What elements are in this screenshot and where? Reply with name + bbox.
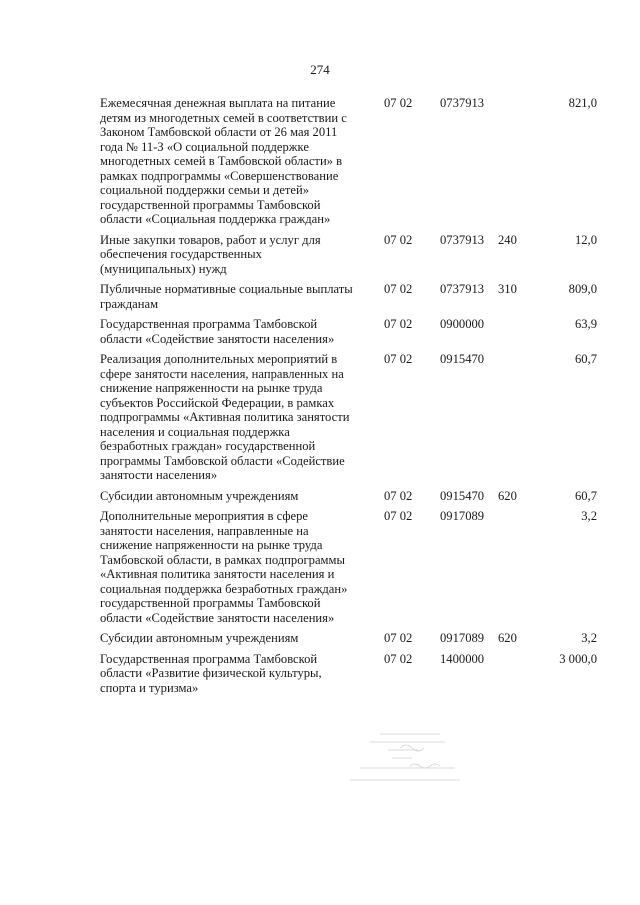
expense-type-code: 620 [498,488,517,503]
row-description: Ежемесячная денежная выплата на питание детям из многодетных семей в соответствии с Законом Тамбовской области от 26 мая 2011 года № 11-З «О социальной поддержке многодетных семей в Тамбовской области» в рамках подпрограммы «Совершенствование социальной поддержки семьи и детей» государственной программы Тамбовской области «Социальная поддержка граждан» [100,96,347,226]
amount: 821,0 [568,96,597,110]
page-number: 274 [310,62,330,77]
amount: 12,0 [574,232,597,247]
row-description: Субсидии автономным учреждениям [100,631,299,645]
target-code: 0737913 [440,96,485,110]
amount: 809,0 [568,282,597,296]
row-description: Публичные нормативные социальные выплаты гражданам [100,282,353,311]
target-code: 0915470 [440,488,485,503]
section-code: 07 02 [384,282,413,296]
section-code: 07 02 [384,651,413,666]
section-code: 07 02 [384,509,413,523]
amount: 60,7 [574,352,597,366]
row-description: Дополнительные мероприятия в сфере занятости населения, направленные на снижение напряженности на рынке труда Тамбовской области, в рамках подпрограммы «Активная политика занятости населения и социальная поддержка безработных граждан» государственной программы Тамбовской области «Содействие занятости населения» [100,509,348,625]
amount: 3,2 [581,631,597,645]
table-row [0,282,640,311]
section-code: 07 02 [384,96,413,110]
row-description: Государственная программа Тамбовской области «Содействие занятости населения» [100,317,335,346]
target-code: 0900000 [440,317,485,331]
target-code: 0917089 [440,631,485,645]
row-description: Субсидии автономным учреждениям [100,488,299,503]
amount: 60,7 [574,488,597,503]
amount: 3 000,0 [559,651,597,666]
section-code: 07 02 [384,232,413,247]
table-row [0,489,640,504]
section-code: 07 02 [384,631,413,645]
section-code: 07 02 [384,317,413,331]
section-code: 07 02 [384,352,413,366]
target-code: 0737913 [440,232,485,247]
expense-type-code: 240 [498,232,517,247]
table-row [0,631,640,646]
expense-type-code: 310 [498,282,517,296]
target-code: 0915470 [440,352,485,366]
amount: 63,9 [574,317,597,331]
amount: 3,2 [581,509,597,523]
row-description: Иные закупки товаров, работ и услуг для обеспечения государственных (муниципальных) нужд [100,232,321,276]
target-code: 0737913 [440,282,485,296]
section-code: 07 02 [384,488,413,503]
table-row [0,233,640,277]
table-row [0,96,640,227]
budget-table [0,96,640,701]
row-description: Реализация дополнительных мероприятий в сфере занятости населения, направленных на снижение напряженности на рынке труда субъектов Российской Федерации, в рамках подпрограммы «Активная политика занятости населения и социальная поддержка безработных граждан» государственной программы Тамбовской области «Содействие занятости населения» [100,352,350,482]
table-row [0,652,640,696]
target-code: 0917089 [440,509,485,523]
table-row [0,317,640,346]
expense-type-code: 620 [498,631,517,645]
table-row [0,509,640,625]
target-code: 1400000 [440,651,485,666]
table-row [0,352,640,483]
row-description: Государственная программа Тамбовской области «Развитие физической культуры, спорта и туризма» [100,651,322,695]
faded-stamp-mark [340,728,480,798]
